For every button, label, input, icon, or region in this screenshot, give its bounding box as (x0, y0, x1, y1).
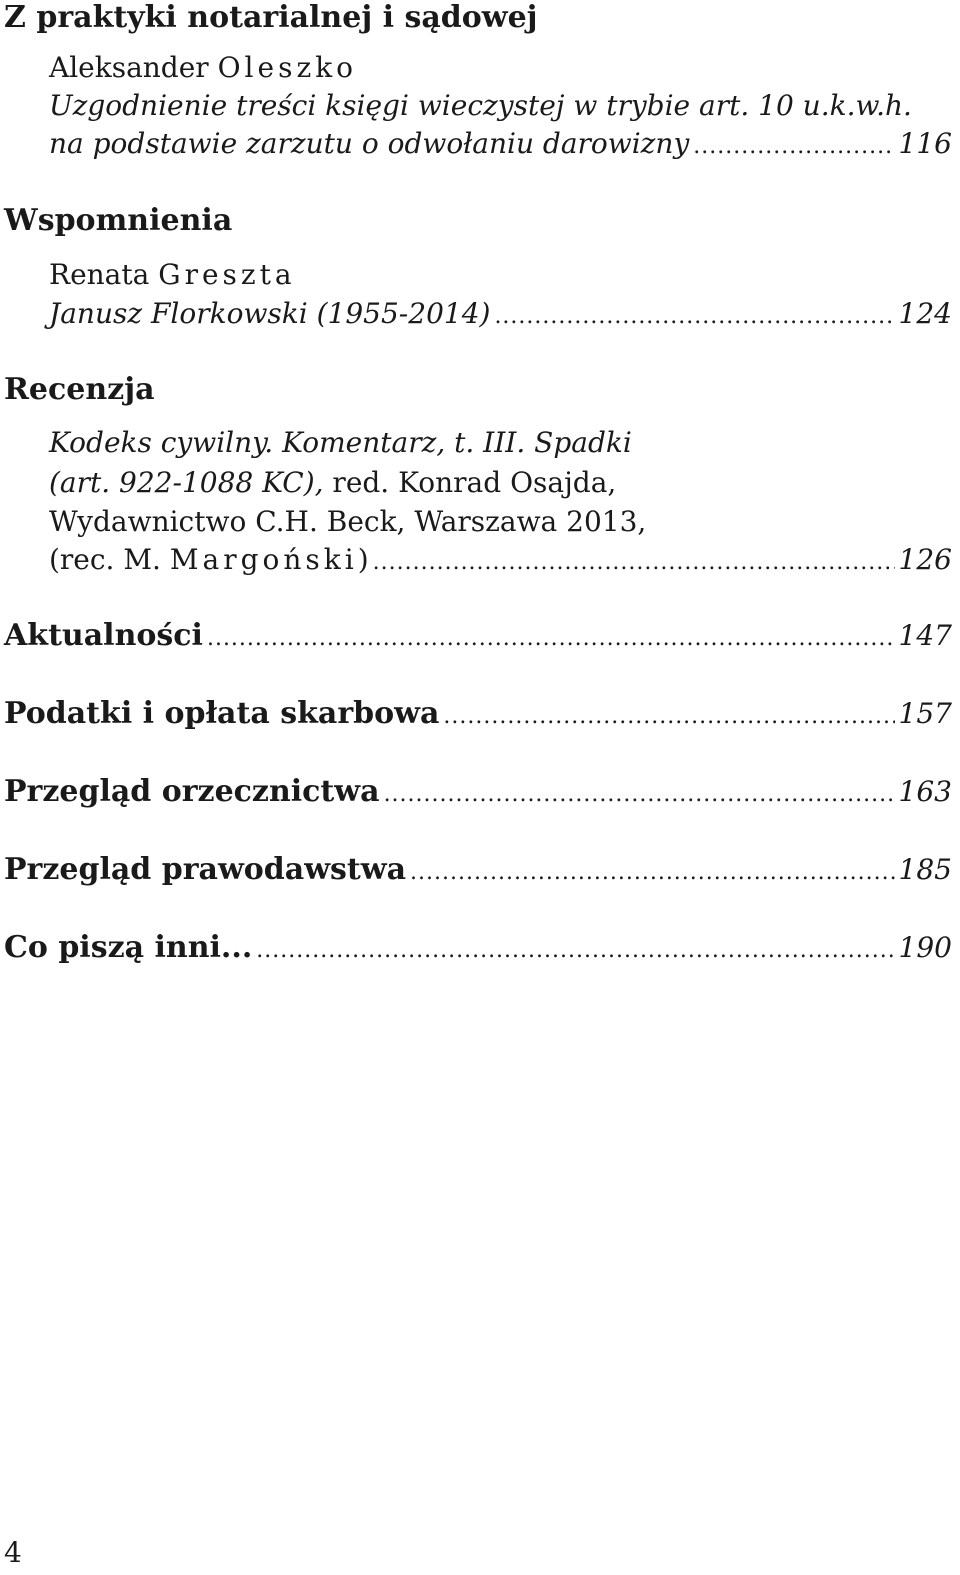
toc-entry-aktualnosci[interactable] (4, 618, 952, 657)
review-title-line-2 (49, 465, 616, 501)
page-number-prawodawstwo: 185 (898, 853, 952, 886)
section-title-inni: Co piszą inni... (4, 930, 253, 965)
toc-entry-podatki[interactable] (4, 696, 952, 735)
toc-entry-praktyka[interactable] (49, 126, 952, 165)
article-title-line-2: na podstawie zarzutu o odwołaniu darowizny (49, 127, 690, 160)
page-number-recenzja: 126 (898, 543, 952, 576)
page-footer-number: 4 (4, 1536, 22, 1569)
review-article-range: (art. 922-1088 KC), (49, 466, 324, 499)
dot-leader (443, 699, 894, 735)
section-title-aktualnosci: Aktualności (4, 618, 203, 653)
dot-leader (494, 299, 894, 335)
page-number-podatki: 157 (898, 697, 952, 730)
section-title-praktyka: Z praktyki notarialnej i sądowej (4, 0, 538, 35)
author-first-name: Aleksander (49, 51, 209, 84)
review-editor: red. Konrad Osajda, (323, 466, 617, 499)
dot-leader (693, 129, 894, 165)
reviewer-prefix: (rec. M. (49, 543, 170, 576)
author-greszta (49, 257, 296, 293)
author-last-name: Oleszko (217, 51, 358, 84)
toc-entry-wspomnienia[interactable] (49, 296, 952, 335)
review-title-line-1: Kodeks cywilny. Komentarz, t. III. Spadki (49, 426, 632, 459)
dot-leader (384, 777, 895, 813)
section-title-wspomnienia: Wspomnienia (4, 203, 233, 238)
article-title: Janusz Florkowski (1955-2014) (49, 297, 491, 330)
author-oleszko (49, 50, 357, 86)
review-publisher-line: Wydawnictwo C.H. Beck, Warszawa 2013, (49, 505, 647, 538)
page-number-inni: 190 (898, 931, 952, 964)
dot-leader (256, 933, 894, 969)
section-title-prawodawstwo: Przegląd prawodawstwa (4, 852, 407, 887)
reviewer-name: Margoński (169, 543, 358, 576)
dot-leader (207, 621, 895, 657)
author-first-name: Renata (49, 258, 150, 291)
dot-leader (410, 855, 895, 891)
toc-entry-recenzja[interactable] (49, 542, 952, 581)
section-title-orzecznictwo: Przegląd orzecznictwa (4, 774, 380, 809)
section-title-recenzja: Recenzja (4, 372, 155, 407)
page-number-praktyka: 116 (898, 127, 952, 160)
page-number-aktualnosci: 147 (898, 619, 952, 652)
article-title-line-1: Uzgodnienie treści księgi wieczystej w trybie art. 10 u.k.w.h. (49, 89, 912, 122)
toc-entry-inni[interactable] (4, 930, 952, 969)
page-number-wspomnienia: 124 (898, 297, 952, 330)
page-number-orzecznictwo: 163 (898, 775, 952, 808)
reviewer-suffix: ) (357, 543, 369, 576)
reviewer-line (49, 542, 369, 578)
section-title-podatki: Podatki i opłata skarbowa (4, 696, 440, 731)
dot-leader (373, 545, 895, 581)
toc-entry-prawodawstwo[interactable] (4, 852, 952, 891)
toc-entry-orzecznictwo[interactable] (4, 774, 952, 813)
author-last-name: Greszta (158, 258, 296, 291)
